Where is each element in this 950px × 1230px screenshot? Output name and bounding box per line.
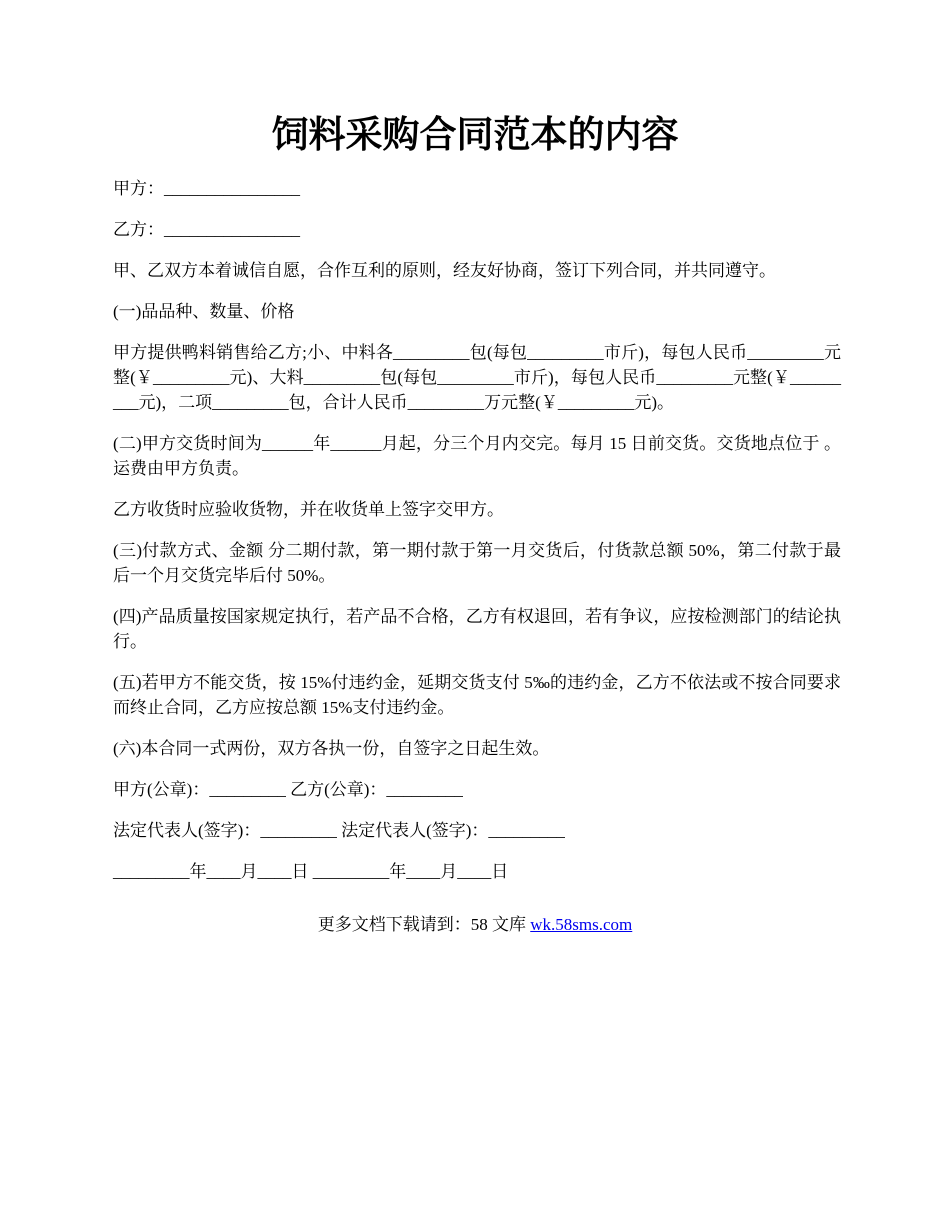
section-3-paragraph: (三)付款方式、金额 分二期付款，第一期付款于第一月交货后，付货款总额 50%，第二付款于最后一个月交货完毕后付 50%。 [113, 541, 841, 585]
receipt-paragraph: 乙方收货时应验收货物，并在收货单上签字交甲方。 [113, 500, 504, 519]
section-4-paragraph: (四)产品质量按国家规定执行，若产品不合格，乙方有权退回，若有争议，应按检测部门的结论执行。 [113, 607, 841, 651]
signature-line: 法定代表人(签字)：_________ 法定代表人(签字)：_________ [113, 821, 565, 840]
document-title: 饲料采购合同范本的内容 [271, 115, 679, 156]
footer-link[interactable]: wk.58sms.com [530, 915, 633, 934]
party-a-line: 甲方：________________ [113, 179, 300, 198]
section-2-paragraph: (二)甲方交货时间为______年______月起，分三个月内交完。每月 15 日前交货。交货地点位于 。运费由甲方负责。 [113, 434, 841, 478]
section-6-paragraph: (六)本合同一式两份，双方各执一份，自签字之日起生效。 [113, 739, 550, 758]
section-5-paragraph: (五)若甲方不能交货，按 15%付违约金，延期交货支付 5‰的违约金，乙方不依法或不按合同要求而终止合同，乙方应按总额 15%支付违约金。 [113, 673, 841, 717]
footer-text: 更多文档下载请到：58 文库 [317, 915, 531, 934]
date-line: _________年____月____日 _________年____月____日 [113, 862, 509, 881]
preamble-paragraph: 甲、乙双方本着诚信自愿，合作互利的原则，经友好协商，签订下列合同，并共同遵守。 [113, 261, 776, 280]
party-b-line: 乙方：________________ [113, 220, 300, 239]
download-footer [0, 912, 950, 937]
seal-line: 甲方(公章)：_________ 乙方(公章)：_________ [113, 780, 463, 799]
section-1-heading: (一)品品种、数量、价格 [113, 302, 295, 321]
document-body [113, 176, 841, 900]
section-1-paragraph: 甲方提供鸭料销售给乙方;小、中料各_________包(每包_________市斤)，每包人民币_________元整(￥_________元)、大料_________包(每包_________市斤)，每包人民币_________元整(￥_________元)，二项_________包，合计人民币_________万元整(￥_________元)。 [113, 343, 841, 412]
